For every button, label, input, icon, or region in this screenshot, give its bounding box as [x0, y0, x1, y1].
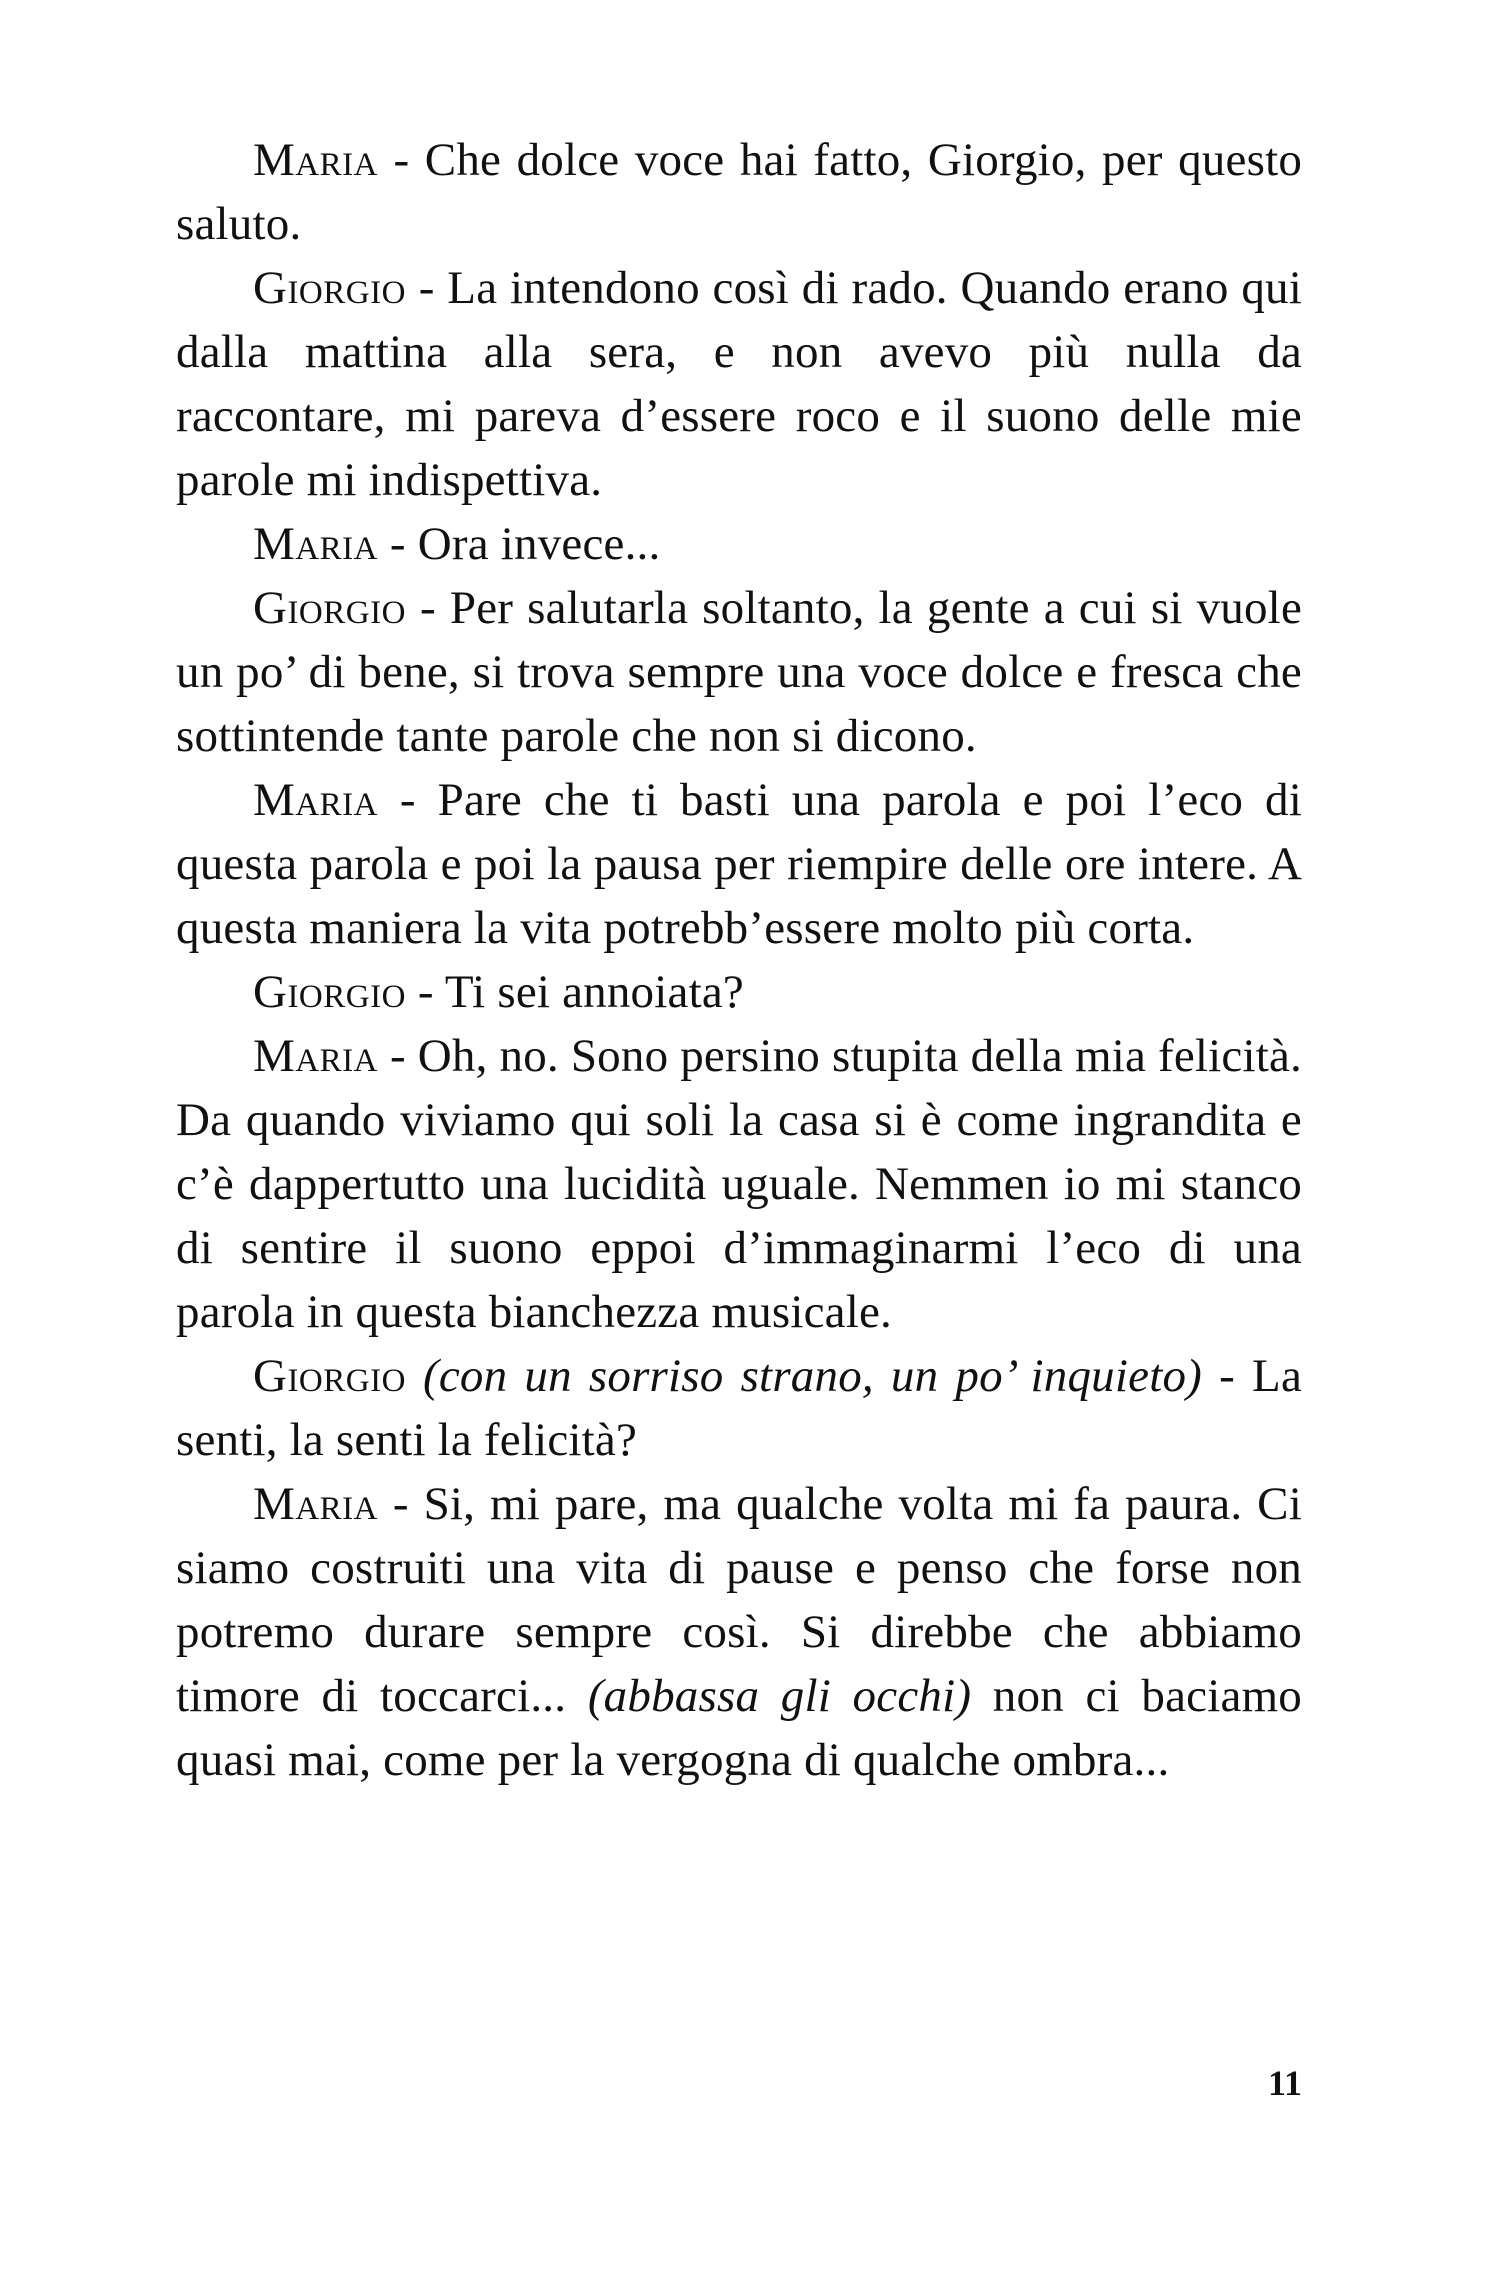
separator: -	[419, 582, 436, 634]
speaker-maria: Maria	[253, 1478, 378, 1530]
dialogue-line-9	[176, 1472, 1302, 1792]
separator: -	[392, 1478, 409, 1530]
line-text: Oh, no. Sono persino stupita della mia felicità. Da quando viviamo qui soli la casa si è come ingrandita e c’è dappertutto una lucidità uguale. Nemmen io mi stanco di sentire il suono eppoi d’immaginarmi l’eco di una parola in questa bianchezza musicale.	[176, 1030, 1302, 1338]
separator: -	[389, 518, 406, 570]
speaker-maria: Maria	[253, 1030, 378, 1082]
separator: -	[418, 262, 435, 314]
separator: -	[417, 966, 434, 1018]
speaker-giorgio: Giorgio	[253, 262, 406, 314]
speaker-maria: Maria	[253, 134, 378, 186]
dialogue-line-2	[176, 256, 1302, 512]
line-text: Pare che ti basti una parola e poi l’eco di questa parola e poi la pausa per riempire delle ore intere. A questa maniera la vita potrebb’essere molto più corta.	[176, 774, 1303, 954]
speaker-giorgio: Giorgio	[253, 966, 406, 1018]
line-text: Che dolce voce hai fatto, Giorgio, per questo saluto.	[176, 134, 1303, 250]
line-text: Ora invece...	[417, 518, 661, 570]
line-text: La senti, la senti la felicità?	[176, 1350, 1303, 1466]
separator: -	[393, 134, 410, 186]
dialogue-line-3	[176, 512, 1302, 576]
line-text: La intendono così di rado. Quando erano qui dalla mattina alla sera, e non avevo più nulla da raccontare, mi pareva d’essere roco e il suono delle mie parole mi indispettiva.	[176, 262, 1302, 506]
stage-direction: (con un sorriso strano, un po’ inquieto)	[423, 1350, 1203, 1402]
separator: -	[389, 1030, 406, 1082]
speaker-giorgio: Giorgio	[253, 1350, 406, 1402]
stage-direction: (abbassa gli occhi)	[587, 1670, 972, 1722]
dialogue-line-1	[176, 128, 1302, 256]
dialogue-line-4	[176, 576, 1302, 768]
line-text-continued: non ci baciamo quasi mai, come per la vergogna di qualche ombra...	[176, 1670, 1303, 1786]
speaker-giorgio: Giorgio	[253, 582, 406, 634]
speaker-maria: Maria	[253, 518, 378, 570]
dialogue-line-6	[176, 960, 1302, 1024]
line-text: Si, mi pare, ma qualche volta mi fa paura. Ci siamo costruiti una vita di pause e penso che forse non potremo durare sempre così. Si direbbe che abbiamo timore di toccarci...	[176, 1478, 1302, 1722]
separator: -	[399, 774, 416, 826]
page-number: 11	[1267, 2063, 1302, 2103]
dialogue-line-8	[176, 1344, 1302, 1472]
separator: -	[1219, 1350, 1235, 1402]
speaker-maria: Maria	[253, 774, 378, 826]
page-body	[176, 128, 1302, 1792]
dialogue-line-5	[176, 768, 1302, 960]
line-text: Ti sei annoiata?	[444, 966, 744, 1018]
dialogue-line-7	[176, 1024, 1302, 1344]
line-text: Per salutarla soltanto, la gente a cui si vuole un po’ di bene, si trova sempre una voce dolce e fresca che sottintende tante parole che non si dicono.	[176, 582, 1303, 762]
